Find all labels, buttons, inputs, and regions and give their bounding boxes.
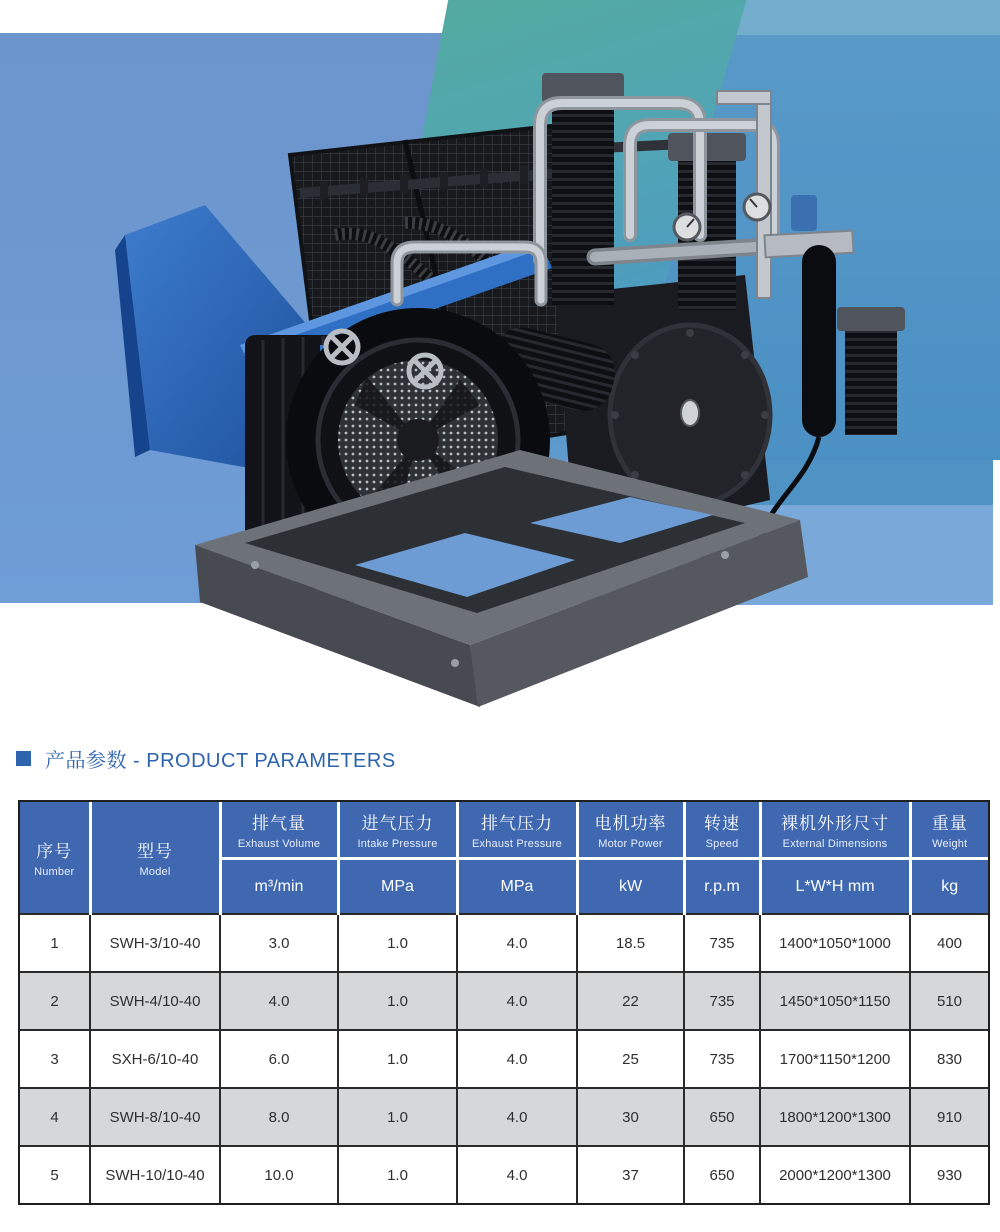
table-cell: 4.0 (457, 1146, 577, 1203)
unit-motor-power: kW (577, 859, 684, 915)
table-cell: 4.0 (457, 1030, 577, 1088)
table-cell: 5 (20, 1146, 90, 1203)
table-cell: 510 (910, 972, 988, 1030)
table-cell: 6.0 (220, 1030, 338, 1088)
table-cell: 650 (684, 1146, 760, 1203)
col-header-motor-power: 电机功率 Motor Power (577, 802, 684, 859)
table-cell: 400 (910, 914, 988, 972)
unit-speed: r.p.m (684, 859, 760, 915)
parameters-table-wrapper (18, 800, 990, 1205)
table-row (20, 972, 988, 1030)
table-cell: 1.0 (338, 1088, 457, 1146)
table-cell: 10.0 (220, 1146, 338, 1203)
table-row (20, 1030, 988, 1088)
section-header (16, 744, 396, 773)
table-cell: 1.0 (338, 914, 457, 972)
table-cell: 735 (684, 1030, 760, 1088)
unit-weight: kg (910, 859, 988, 915)
table-cell: 18.5 (577, 914, 684, 972)
table-cell: 650 (684, 1088, 760, 1146)
table-cell: 1.0 (338, 1030, 457, 1088)
table-cell: 735 (684, 914, 760, 972)
col-header-model: 型号 Model (90, 802, 220, 914)
table-cell: 2 (20, 972, 90, 1030)
col-header-exhaust-pressure: 排气压力 Exhaust Pressure (457, 802, 577, 859)
product-photo (105, 45, 905, 725)
parameters-table (20, 802, 988, 1203)
table-cell: 3 (20, 1030, 90, 1088)
col-header-speed: 转速 Speed (684, 802, 760, 859)
table-cell: 1400*1050*1000 (760, 914, 910, 972)
col-header-exhaust-volume: 排气量 Exhaust Volume (220, 802, 338, 859)
table-cell: 930 (910, 1146, 988, 1203)
unit-intake-pressure: MPa (338, 859, 457, 915)
table-cell: 1800*1200*1300 (760, 1088, 910, 1146)
col-header-weight: 重量 Weight (910, 802, 988, 859)
table-cell: 830 (910, 1030, 988, 1088)
table-cell: SWH-10/10-40 (90, 1146, 220, 1203)
table-cell: 735 (684, 972, 760, 1030)
table-cell: 3.0 (220, 914, 338, 972)
table-cell: SXH-6/10-40 (90, 1030, 220, 1088)
unit-exhaust-volume: m³/min (220, 859, 338, 915)
table-cell: 22 (577, 972, 684, 1030)
table-cell: 2000*1200*1300 (760, 1146, 910, 1203)
table-cell: 1700*1150*1200 (760, 1030, 910, 1088)
table-cell: 4.0 (457, 1088, 577, 1146)
table-cell: 25 (577, 1030, 684, 1088)
table-row (20, 1088, 988, 1146)
col-header-external-dimensions: 裸机外形尺寸 External Dimensions (760, 802, 910, 859)
col-header-intake-pressure: 进气压力 Intake Pressure (338, 802, 457, 859)
table-cell: 910 (910, 1088, 988, 1146)
table-cell: 4.0 (220, 972, 338, 1030)
section-bullet-icon (16, 751, 31, 766)
table-cell: 1450*1050*1150 (760, 972, 910, 1030)
table-row (20, 914, 988, 972)
unit-external-dimensions: L*W*H mm (760, 859, 910, 915)
col-header-number: 序号 Number (20, 802, 90, 914)
table-cell: 8.0 (220, 1088, 338, 1146)
table-cell: 4.0 (457, 972, 577, 1030)
table-cell: 1.0 (338, 1146, 457, 1203)
section-title: 产品参数 - PRODUCT PARAMETERS (45, 750, 396, 772)
table-cell: SWH-3/10-40 (90, 914, 220, 972)
table-cell: 4.0 (457, 914, 577, 972)
table-cell: 1.0 (338, 972, 457, 1030)
table-row (20, 1146, 988, 1203)
table-cell: SWH-4/10-40 (90, 972, 220, 1030)
table-cell: 4 (20, 1088, 90, 1146)
unit-exhaust-pressure: MPa (457, 859, 577, 915)
table-cell: SWH-8/10-40 (90, 1088, 220, 1146)
table-cell: 30 (577, 1088, 684, 1146)
table-cell: 37 (577, 1146, 684, 1203)
table-cell: 1 (20, 914, 90, 972)
